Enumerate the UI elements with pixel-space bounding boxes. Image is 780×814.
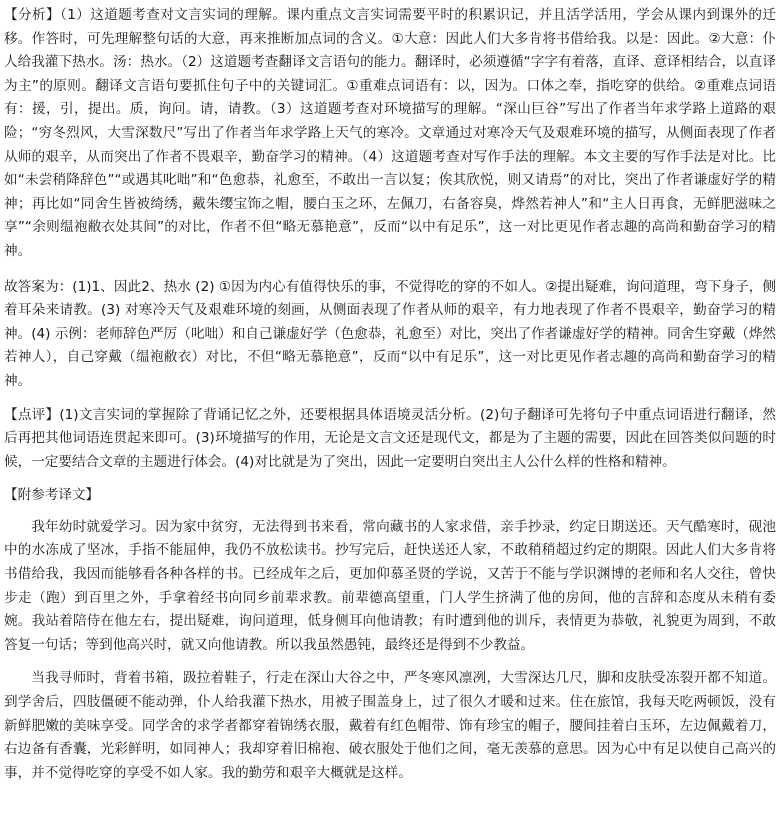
translation-paragraph-2: 当我寻师时，背着书箱，趿拉着鞋子，行走在深山大谷之中，严冬寒风凛冽，大雪深达几尺，脚和皮肤受冻裂开都不知道。到学舍后，四肢僵硬不能动弹，仆人给我灌下热水，用被子围盖身上，过了很久才暖和过来。住在旅馆，我每天吃两顿饭，没有新鲜肥嫩的美味享受。同学舍的求学者都穿着锦绣衣服，戴着有红色帽带、饰有珍宝的帽子，腰间挂着白玉环，左边佩戴着刀，右边备有香囊，光彩鲜明，如同神人；我却穿着旧棉袍、破衣服处于他们之间，毫无羡慕的意思。因为心中有足以使自己高兴的事，并不觉得吃穿的享受不如人家。我的勤劳和艰辛大概就是这样。 [4,670,776,781]
comment-label: 【点评】 [4,406,60,423]
answer-text: 故答案为：(1)1、因此2、热水 (2) ①因为内心有值得快乐的事，不觉得吃的穿的不如人。②提出疑难，询问道理，弯下身子，侧着耳朵来请教。(3) 对寒冷天气及艰难环境的刻画，从侧面表现了作者从师的艰辛，有力地表现了作者不畏艰辛，勤奋学习的精神。(4) 示例：老师辞色严厉（叱咄）和自己谦虚好学（色愈恭，礼愈至）对比，突出了作者谦虚好学的精神。同舍生穿戴（烨然若神人），自己穿戴（缊袍敝衣）对比，不但“略无慕艳意”，反而“以中有足乐”，这一对比更见作者志趣的高尚和勤奋学习的精神。 [4,278,776,389]
comment-text: (1)文言实词的掌握除了背诵记忆之外，还要根据具体语境灵活分析。(2)句子翻译可先将句子中重点词语进行翻译，然后再把其他词语连贯起来即可。(3)环境描写的作用，无论是文言文还是现代文，都是为了主题的需要，因此在回答类似问题的时候，一定要结合文章的主题进行体会。(4)对比就是为了突出，因此一定要明白突出主人公什么样的性格和精神。 [4,406,776,470]
analysis-text: （1）这道题考查对文言实词的理解。课内重点文言实词需要平时的积累识记，并且活学活用，学会从课内到课外的迁移。作答时，可先理解整句话的大意，再来推断加点词的含义。①大意：因此人们大多肯将书借给我。以是：因此。②大意：仆人给我灌下热水。汤：热水。（2）这道题考查翻译文言语句的能力。翻译时，必须遵循“字字有着落，直译、意译相结合，以直译为主”的原则。翻译文言语句要抓住句子中的关键词汇。①重难点词语有：以，因为。口体之奉，指吃穿的供给。②重难点词语有：援，引，提出。质，询问。请，请教。（3）这道题考查对环境描写的理解。“深山巨谷”写出了作者当年求学路上道路的艰险；“穷冬烈风，大雪深数尺”写出了作者当年求学路上天气的寒冷。文章通过对寒冷天气及艰难环境的描写，从侧面表现了作者从师的艰辛，从而突出了作者不畏艰辛，勤奋学习的精神。（4）这道题考查对写作手法的理解。本文主要的写作手法是对比。比如“未尝稍降辞色”“或遇其叱咄”和“色愈恭，礼愈至，不敢出一言以复；俟其欣悦，则又请焉”的对比，突出了作者谦虚好学的精神；再比如“同舍生皆被绮绣，戴朱缨宝饰之帽，腰白玉之环，左佩刀，右备容臭，烨然若神人”和“主人日再食，无鲜肥滋味之享”“余则缊袍敝衣处其间”的对比，作者不但“略无慕艳意”，反而“以中有足乐”，这一对比更见作者志趣的高尚和勤奋学习的精神。 [4,7,776,259]
translation-paragraph-1: 我年幼时就爱学习。因为家中贫穷，无法得到书来看，常向藏书的人家求借，亲手抄录，约定日期送还。天气酷寒时，砚池中的水冻成了坚冰，手指不能屈伸，我仍不放松读书。抄写完后，赶快送还人家，不敢稍稍超过约定的期限。因此人们大多肯将书借给我，我因而能够看各种各样的书。已经成年之后，更加仰慕圣贤的学说，又苦于不能与学识渊博的老师和名人交往，曾快步走（跑）到百里之外，手拿着经书向同乡前辈求教。前辈德高望重，门人学生挤满了他的房间，他的言辞和态度从未稍有委婉。我站着陪侍在他左右，提出疑难，询问道理，低身侧耳向他请教；有时遭到他的训斥，表情更为恭敬，礼貌更为周到，不敢答复一句话；等到他高兴时，就又向他请教。所以我虽然愚钝，最终还是得到不少教益。 [4,518,776,653]
analysis-section [4,4,776,264]
comment-section [4,404,776,475]
answer-section [4,276,776,394]
translation-heading: 【附参考译文】 [4,487,100,504]
analysis-label: 【分析】 [4,7,61,23]
